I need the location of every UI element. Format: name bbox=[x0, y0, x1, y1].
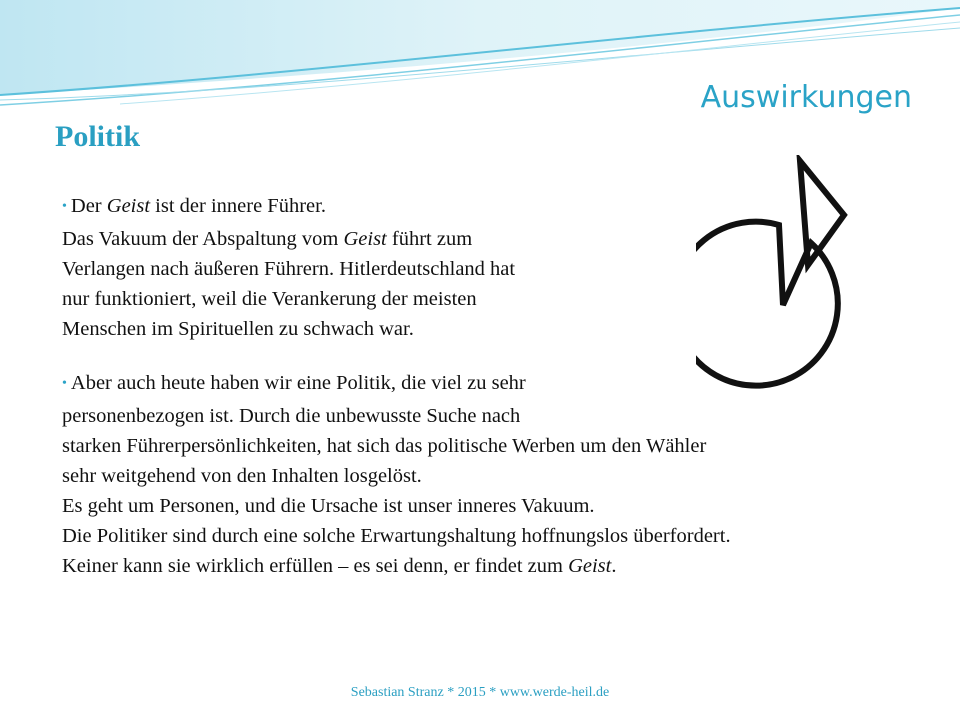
paragraph-1-line-3: Verlangen nach äußeren Führern. Hitlerdeutschland hat bbox=[62, 258, 516, 280]
slide-subheading: Politik bbox=[55, 120, 141, 153]
paragraph-2-line-4: sehr weitgehend von den Inhalten losgelöst. bbox=[62, 465, 422, 487]
paragraph-2-line-6: Die Politiker sind durch eine solche Erwartungshaltung hoffnungslos überfordert. bbox=[62, 525, 731, 547]
paragraph-1-line-2: Das Vakuum der Abspaltung vom Geist führt zum bbox=[62, 228, 473, 250]
paragraph-2-line-5: Es geht um Personen, und die Ursache ist unser inneres Vakuum. bbox=[62, 495, 595, 517]
paragraph-1-line-1: • Der Geist ist der innere Führer. bbox=[62, 195, 326, 217]
bullet-icon: • bbox=[62, 376, 67, 391]
paragraph-2-line-3: starken Führerpersönlichkeiten, hat sich das politische Werben um den Wähler bbox=[62, 435, 707, 457]
paragraph-2 bbox=[62, 368, 731, 581]
paragraph-2-line-2: personenbezogen ist. Durch die unbewusste Suche nach bbox=[62, 405, 521, 427]
header-wave-decoration bbox=[0, 0, 960, 140]
slide-heading: Auswirkungen bbox=[700, 80, 912, 115]
bullet-icon: • bbox=[62, 199, 67, 214]
paragraph-1 bbox=[62, 191, 515, 344]
paragraph-2-line-1: • Aber auch heute haben wir eine Politik, die viel zu sehr bbox=[62, 372, 526, 394]
pie-chart-symbol-icon bbox=[696, 155, 882, 391]
paragraph-1-line-4: nur funktioniert, weil die Verankerung der meisten bbox=[62, 288, 477, 310]
paragraph-1-line-5: Menschen im Spirituellen zu schwach war. bbox=[62, 318, 414, 340]
slide-footer: Sebastian Stranz * 2015 * www.werde-heil.de bbox=[350, 685, 610, 700]
paragraph-2-line-7: Keiner kann sie wirklich erfüllen – es sei denn, er findet zum Geist. bbox=[62, 555, 617, 577]
